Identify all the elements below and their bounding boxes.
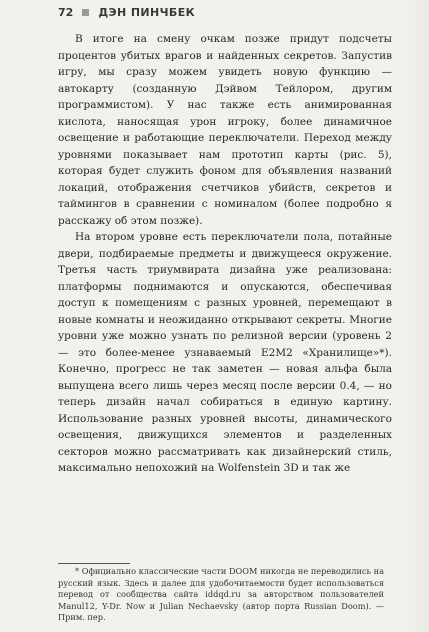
square-icon [82,9,89,16]
footnote-text: * Официально классические части DOOM никогда не переводились на русский язык. Здесь и далее для удобочитаемости будет использоваться перевод от сообщества сайта iddqd.ru за авторством пользователей Manul12, Y-Dr. Now и Julian Nechaevsky (автор порта Russian Doom). — Прим. пер. [58,566,384,623]
page-number: 72 [58,6,74,19]
paragraph-2: На втором уровне есть переключатели пола, потайные двери, подбираемые предметы и движущееся окружение. Третья часть триумвирата дизайна уже реализована: платформы поднимаются и опускаются, обеспечивая доступ к помещениям с разных уровней, перемещают в новые комнаты и неожиданно открывают секреты. Многие уровни уже можно узнать по релизной версии (уровень 2 — это более-менее узнаваемый E2M2 «Хранилище»*). Конечно, прогресс не так заметен — новая альфа была выпущена всего лишь через месяц после версии 0.4, — но теперь дизайн начал собираться в единую картину. Использование разных уровней высоты, динамического освещения, движущихся элементов и разделенных секторов можно рассматривать как дизайнерский стиль, максимально непохожий на Wolfenstein 3D и так же [58,231,392,474]
running-header [58,6,195,19]
page-edge-shadow [404,0,429,632]
author-name: ДЭН ПИНЧБЕК [98,6,196,19]
footnote-divider [58,563,130,564]
footnote [58,566,384,624]
paragraph-1: В итоге на смену очкам позже придут подсчеты процентов убитых врагов и найденных секретов. Запустив игру, мы сразу можем увидеть новую функцию — автокарту (созданную Дэйвом Тейлором, другим программистом). У нас также есть анимированная кислота, наносящая урон игроку, более динамичное освещение и работающие переключатели. Переход между уровнями показывает нам прототип карты (рис. 5), которая будет служить фоном для объявления названий локаций, отображения счетчиков убийств, секретов и таймингов в сравнении с номиналом (более подробно я расскажу об этом позже). [58,33,392,227]
body-text [58,31,392,477]
